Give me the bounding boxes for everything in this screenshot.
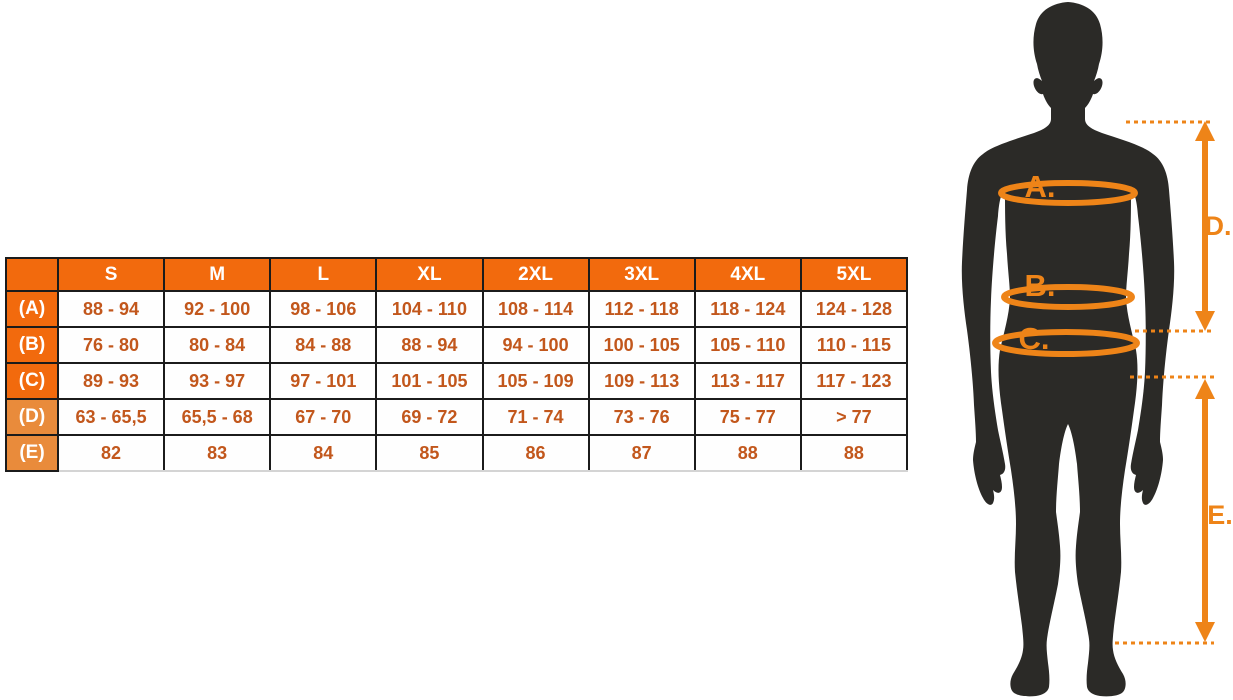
measurement-cell: 87 (589, 435, 695, 471)
measurement-row (6, 435, 907, 471)
measurement-cell: 63 - 65,5 (58, 399, 164, 435)
measurement-cell: 80 - 84 (164, 327, 270, 363)
measurement-cell: 112 - 118 (589, 291, 695, 327)
leg-length-label: E. (1207, 500, 1233, 530)
measurement-cell: 101 - 105 (376, 363, 482, 399)
measurement-cell: 88 - 94 (58, 291, 164, 327)
arrow-up-icon (1195, 121, 1215, 141)
measurement-cell: 88 (695, 435, 801, 471)
row-label: (E) (6, 435, 58, 471)
measurement-cell: 94 - 100 (483, 327, 589, 363)
size-column-header: 5XL (801, 258, 907, 291)
size-chart-table (5, 257, 908, 472)
measurement-cell: 88 - 94 (376, 327, 482, 363)
measurement-cell: 67 - 70 (270, 399, 376, 435)
row-label: (B) (6, 327, 58, 363)
measurement-cell: > 77 (801, 399, 907, 435)
size-column-header: L (270, 258, 376, 291)
measurement-cell: 86 (483, 435, 589, 471)
measurement-row (6, 399, 907, 435)
measurement-cell: 88 (801, 435, 907, 471)
measurement-cell: 65,5 - 68 (164, 399, 270, 435)
size-column-header: M (164, 258, 270, 291)
measurement-row (6, 291, 907, 327)
measurement-cell: 117 - 123 (801, 363, 907, 399)
measurement-cell: 113 - 117 (695, 363, 801, 399)
size-column-header: XL (376, 258, 482, 291)
measurement-cell: 69 - 72 (376, 399, 482, 435)
size-column-header: S (58, 258, 164, 291)
measurement-cell: 109 - 113 (589, 363, 695, 399)
measurement-cell: 82 (58, 435, 164, 471)
measurement-cell: 97 - 101 (270, 363, 376, 399)
body-measurement-diagram (930, 0, 1233, 700)
waist-measure-label: B. (1024, 268, 1056, 303)
measurement-cell: 105 - 110 (695, 327, 801, 363)
size-column-header: 4XL (695, 258, 801, 291)
measurement-cell: 104 - 110 (376, 291, 482, 327)
size-column-header: 3XL (589, 258, 695, 291)
corner-cell (6, 258, 58, 291)
man-silhouette (962, 2, 1174, 696)
size-column-header: 2XL (483, 258, 589, 291)
measurement-cell: 110 - 115 (801, 327, 907, 363)
measurement-cell: 83 (164, 435, 270, 471)
measurement-cell: 92 - 100 (164, 291, 270, 327)
measurement-cell: 105 - 109 (483, 363, 589, 399)
measurement-cell: 76 - 80 (58, 327, 164, 363)
arrow-down-icon (1195, 622, 1215, 642)
chest-measure-label: A. (1024, 169, 1056, 204)
measurement-cell: 93 - 97 (164, 363, 270, 399)
measurement-cell: 118 - 124 (695, 291, 801, 327)
measurement-cell: 73 - 76 (589, 399, 695, 435)
row-label: (D) (6, 399, 58, 435)
measurement-cell: 89 - 93 (58, 363, 164, 399)
measurement-cell: 84 (270, 435, 376, 471)
size-header-row (6, 258, 907, 291)
row-label: (A) (6, 291, 58, 327)
measurement-cell: 100 - 105 (589, 327, 695, 363)
measurement-cell: 71 - 74 (483, 399, 589, 435)
measurement-row (6, 363, 907, 399)
arrow-down-icon (1195, 311, 1215, 331)
measurement-row (6, 327, 907, 363)
arrow-up-icon (1195, 379, 1215, 399)
measurement-cell: 85 (376, 435, 482, 471)
back-length-label: D. (1204, 211, 1232, 241)
measurement-cell: 124 - 128 (801, 291, 907, 327)
measurement-cell: 98 - 106 (270, 291, 376, 327)
measurement-cell: 75 - 77 (695, 399, 801, 435)
measurement-cell: 108 - 114 (483, 291, 589, 327)
measurement-cell: 84 - 88 (270, 327, 376, 363)
hip-measure-label: C. (1018, 321, 1050, 356)
row-label: (C) (6, 363, 58, 399)
